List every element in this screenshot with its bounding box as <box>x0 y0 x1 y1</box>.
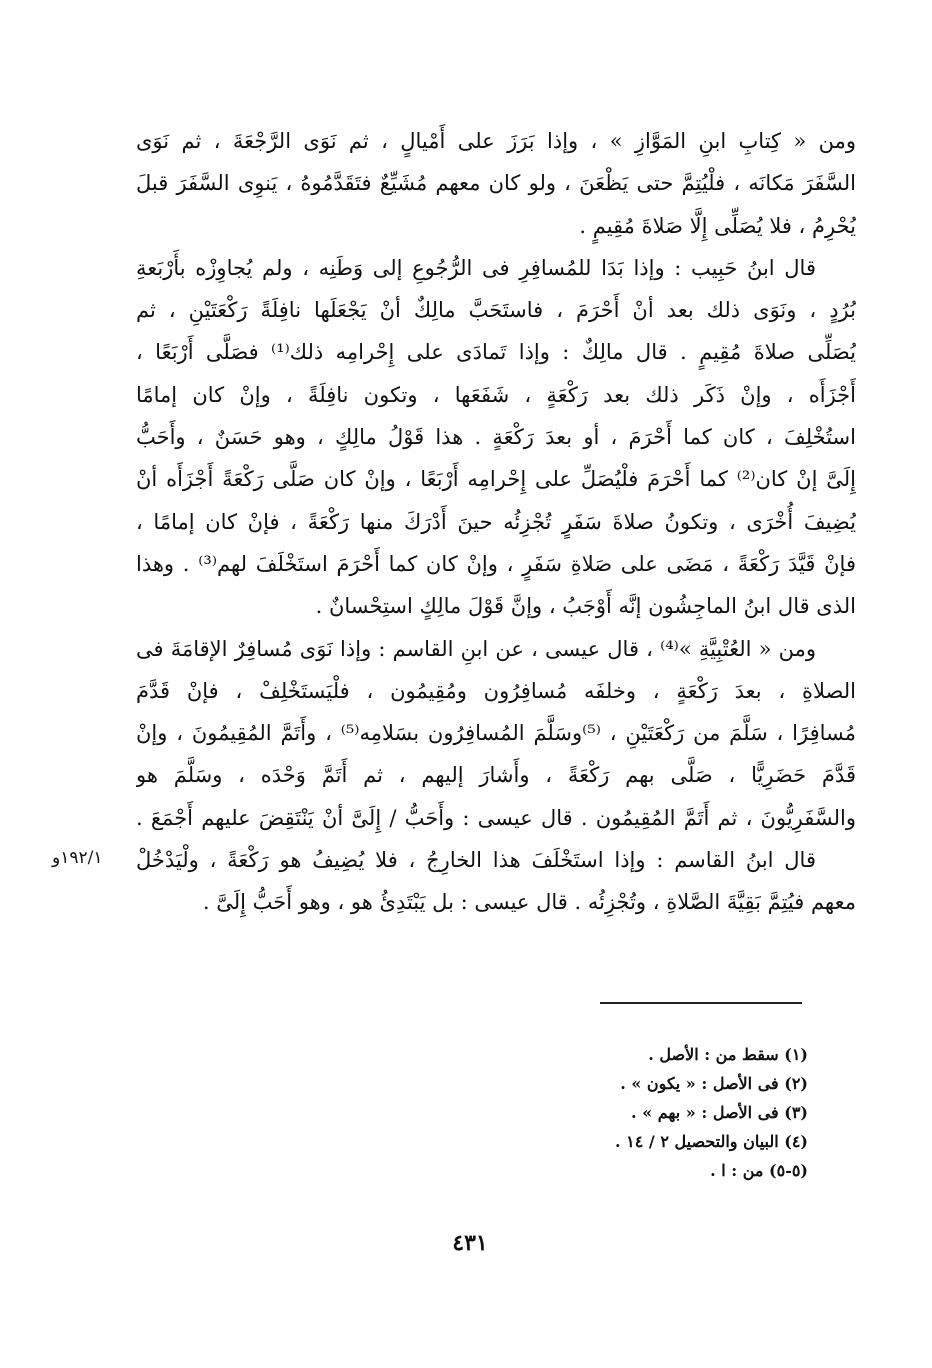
text-line: والسَّفَرِيُّونَ ، ثم أَتَمَّ المُقِيمُون . قال عيسى : وأَحَبُّ / إِلَىَّ أنْ يَنْتَقِضَ عليهم أَجْمَعَ . <box>136 805 856 830</box>
text-line: بُرُدٍ ، ونَوَى ذلك بعد أنْ أَحْرَمَ ، فاستَحَبَّ مالِكٌ أنْ يَجْعَلَها نافِلَةً رَكْعَتَيْنِ ، ثم <box>136 298 856 323</box>
text-line: أَجْزَأَه ، وإنْ ذَكَر ذلك بعد رَكْعَةٍ ، شَفَعَها ، وتكون نافِلَةً ، وإنْ كان إمامًا <box>136 382 856 407</box>
footnote: (٥-٥) من : ا . <box>710 1161 808 1180</box>
text-line: يُصَلِّى صلاةَ مُقِيمٍ . قال مالِكٌ : وإذا تَمادَى على إِحْرامِه ذلك⁽¹⁾ فصَلَّى أَرْبَعًا ، <box>136 340 856 365</box>
text-line: قال ابنُ حَبِيب : وإذا بَدَا للمُسافِرِ فى الرُّجُوعِ إلى وَطَنِه ، ولم يُجاوِزْه بأَرْبَعةِ <box>136 255 816 280</box>
text-line: مُسافِرًا ، سَلَّمَ من رَكْعَتَيْنِ ، ⁽⁵⁾وسَلَّمَ المُسافِرُون بسَلامِه⁽⁵⁾ ، وأَتَمَّ المُقِيمُونَ ، وإنْ <box>136 721 856 746</box>
footnote: (١) سقط من : الأصل . <box>648 1045 808 1064</box>
footnote: (٢) فى الأصل : « يكون » . <box>620 1074 808 1093</box>
text-line: فإنْ قَيَّدَ رَكْعَةً ، مَضَى على صَلاةِ سَفَرٍ ، وإنْ كان كما أَحْرَمَ استَخْلَفَ لهم⁽³⁾ . وهذا <box>136 551 856 576</box>
text-line: ومن « كِتابِ ابنِ المَوَّازِ » ، وإذا بَرَزَ على أَمْيالٍ ، ثم نَوَى الرَّجْعَةَ ، ثم نَوَى <box>136 129 856 153</box>
footnote-separator <box>600 1002 802 1004</box>
text-line: الصلاةِ ، بعدَ رَكْعَةٍ ، وخلفَه مُسافِرُون ومُقِيمُون ، فلْيَستَخْلِفْ ، فإنْ قَدَّمَ <box>136 678 856 703</box>
text-line: الذى قال ابنُ الماجِشُون إنَّه أَوْجَبُ ، وإنَّ قَوْلَ مالِكٍ استِحْسانٌ . <box>315 594 856 619</box>
main-text <box>136 120 856 924</box>
text-line: معهم فيُتِمَّ بَقِيَّةَ الصَّلاةِ ، وتُجْزِئُه . قال عيسى : بل يَبْتَدِئُ هو ، وهو أَحَبُّ إِلَىَّ . <box>202 890 856 915</box>
text-line: قَدَّمَ حَضَرِيًّا ، صَلَّى بهم رَكْعَةً ، وأَشارَ إليهم ، ثم أَتَمَّ وَحْدَه ، وسَلَّمَ هو <box>136 763 856 788</box>
footnote: (٤) البيان والتحصيل ٢ / ١٤ . <box>615 1132 808 1151</box>
footnote: (٣) فى الأصل : « بهم » . <box>631 1103 808 1122</box>
text-line: يُحْرِمُ ، فلا يُصَلِّى إِلَّا صَلاةَ مُقِيمٍ . <box>579 213 856 238</box>
manuscript-folio-note: ١٩٢/١و <box>52 848 103 868</box>
page-number: ٤٣١ <box>452 1230 488 1256</box>
text-line: ومن « العُتْبِيَّةِ »⁽⁴⁾ ، قال عيسى ، عن ابنِ القاسم : وإذا نَوَى مُسافِرٌ الإقامَةَ فى <box>136 636 816 661</box>
text-line: السَّفَرَ مَكانَه ، فلْيُتِمَّ حتى يَظْعَنَ ، ولو كان معهم مُشَيِّعٌ فتَقَدَّمُوهُ ، يَنوِى السَّفَرَ قبلَ <box>136 171 856 196</box>
footnotes <box>400 1040 808 1185</box>
text-line: قال ابنُ القاسم : وإذا استَخْلَفَ هذا الخارِجُ ، فلا يُضِيفُ هو رَكْعَةً ، ولْيَدْخُلْ <box>136 848 816 873</box>
text-line: إِلَىَّ إنْ كان⁽²⁾ كما أَحْرَمَ فلْيُصَلِّ على إِحْرامِه أَرْبَعًا ، وإنْ كان صَلَّى رَكْعَةً أَجْزَأَه أنْ <box>136 467 856 492</box>
text-line: استُخْلِفَ ، كان كما أَحْرَمَ ، أو بعدَ رَكْعَةٍ . هذا قَوْلُ مالِكٍ ، وهو حَسَنٌ ، وأَحَبُّ <box>136 425 856 450</box>
text-line: يُضِيفَ أُخْرَى ، وتكونُ صلاةَ سَفَرٍ تُجْزِئُه حينَ أَدْرَكَ منها رَكْعَةً ، فإنْ كان إمامًا ، <box>136 509 856 534</box>
